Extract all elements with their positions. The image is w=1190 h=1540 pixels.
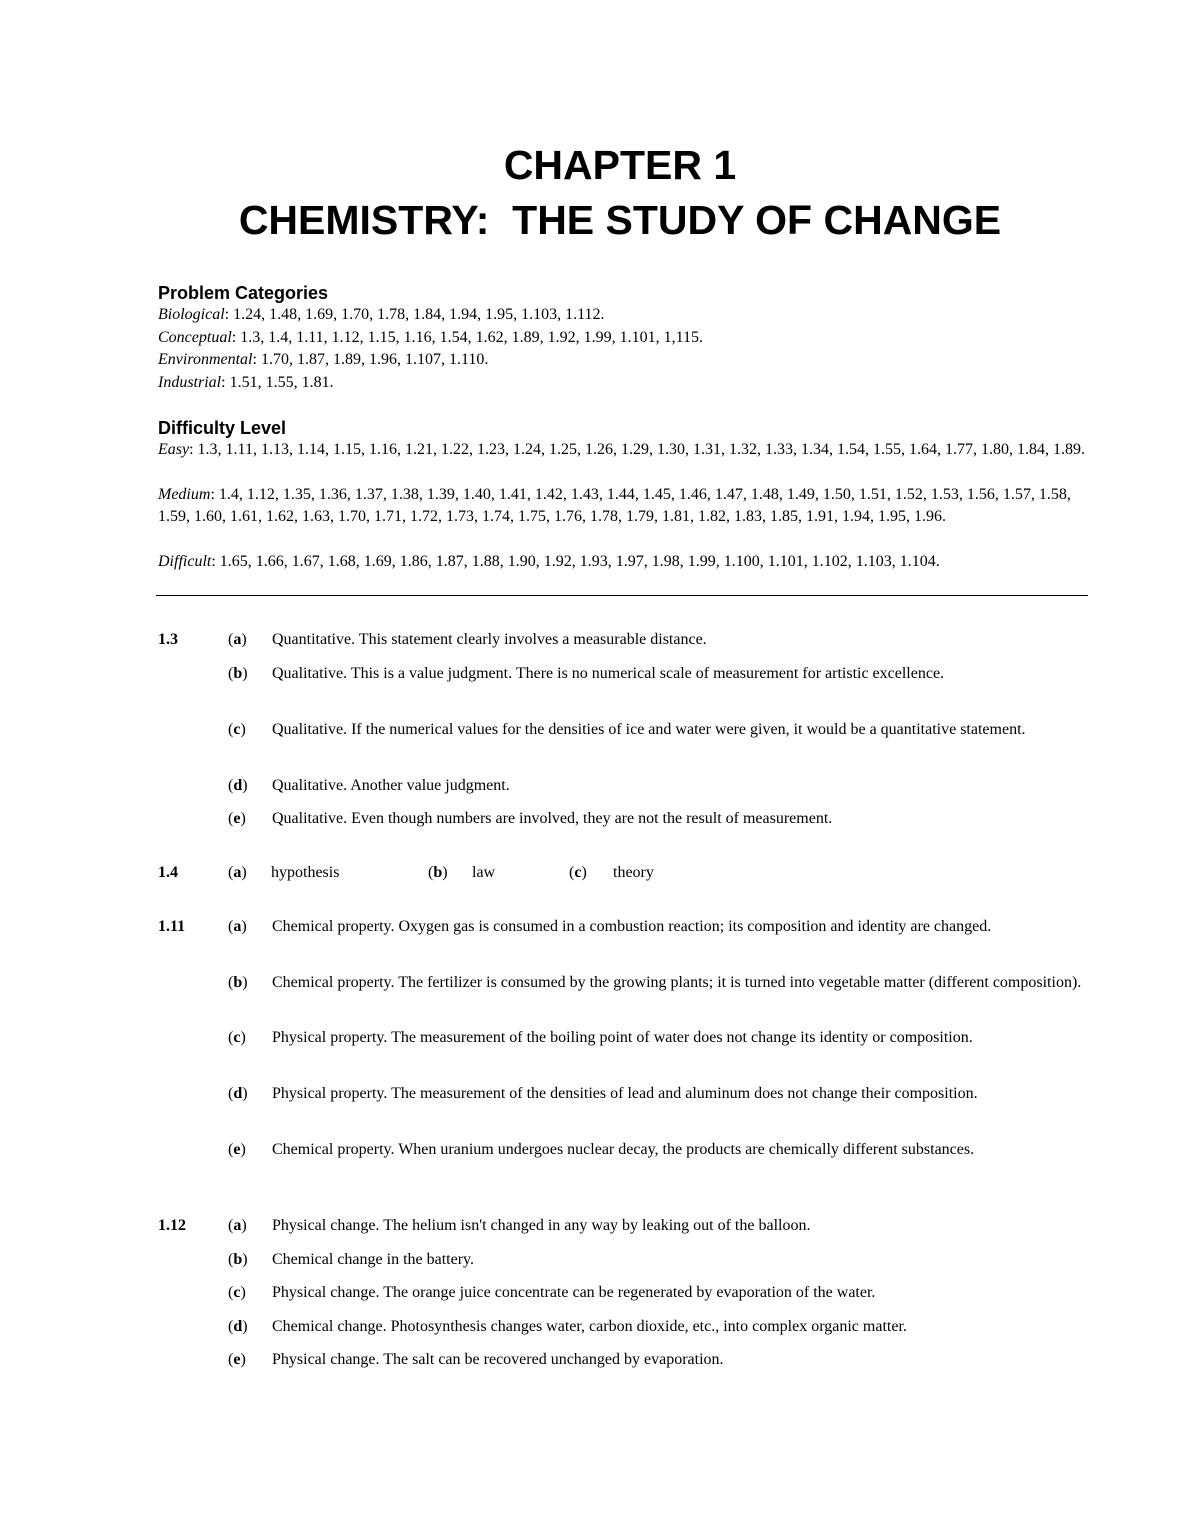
part-text: Physical change. The salt can be recovered unchanged by evaporation. (272, 1351, 724, 1368)
part-text: Chemical change. Photosynthesis changes water, carbon dioxide, etc., into complex organic matter. (272, 1318, 907, 1335)
difficulty-label: Easy (158, 440, 190, 458)
problem-categories-heading: Problem Categories (158, 283, 329, 303)
category-biological (158, 304, 1088, 327)
part-text: Qualitative. Another value judgment. (272, 777, 510, 794)
problem-number: 1.12 (158, 1217, 186, 1234)
part-text: Chemical property. Oxygen gas is consumed in a combustion reaction; its composition and identity are changed. (272, 918, 992, 935)
part-letter: (a) (228, 631, 247, 648)
part-text: Chemical change in the battery. (272, 1251, 474, 1268)
difficulty-easy (158, 439, 1088, 462)
difficulty-level-heading: Difficulty Level (158, 418, 287, 438)
part-letter: (d) (228, 1085, 248, 1102)
part-letter: (a) (228, 864, 247, 881)
part-text: Chemical property. The fertilizer is consumed by the growing plants; it is turned into vegetable matter (different composition). (272, 974, 1082, 991)
part-letter: (d) (228, 777, 248, 794)
part-text: Chemical property. When uranium undergoes nuclear decay, the products are chemically different substances. (272, 1141, 975, 1158)
category-label: Conceptual (158, 328, 232, 346)
difficulty-values: : 1.65, 1.66, 1.67, 1.68, 1.69, 1.86, 1.87, 1.88, 1.90, 1.92, 1.93, 1.97, 1.98, 1.99, 1.100, 1.101, 1.102, 1.103, 1.104. (211, 553, 940, 570)
part-letter: (e) (228, 1141, 246, 1158)
part-letter: (b) (228, 974, 248, 991)
part-letter: (a) (228, 1217, 247, 1234)
category-label: Industrial (158, 373, 222, 391)
part-letter: (c) (228, 1284, 246, 1301)
part-text: Physical change. The helium isn't changed in any way by leaking out of the balloon. (272, 1217, 811, 1234)
difficulty-difficult (158, 551, 1088, 574)
category-environmental (158, 349, 1088, 372)
part-letter: (b) (428, 864, 448, 881)
difficulty-values: : 1.4, 1.12, 1.35, 1.36, 1.37, 1.38, 1.39, 1.40, 1.41, 1.42, 1.43, 1.44, 1.45, 1.46, 1.47, 1.48, 1.49, 1.50, 1.51, 1.52, 1.53, 1.56, 1.57, 1.58, 1.59, 1.60, 1.61, 1.62, 1.63, 1.70, 1.71, 1.72, 1.73, 1.74, 1.75, 1.76, 1.78, 1.79, 1.81, 1.82, 1.83, 1.85, 1.91, 1.94, 1.95, 1.96. (158, 485, 1075, 525)
part-text: Qualitative. This is a value judgment. There is no numerical scale of measurement for artistic excellence. (272, 665, 945, 682)
part-text: theory (613, 864, 654, 881)
part-text: law (472, 864, 496, 881)
part-text: Qualitative. Even though numbers are involved, they are not the result of measurement. (272, 810, 833, 827)
problem-number: 1.3 (158, 631, 178, 648)
part-letter: (c) (569, 864, 587, 881)
category-values: : 1.24, 1.48, 1.69, 1.70, 1.78, 1.84, 1.94, 1.95, 1.103, 1.112. (224, 306, 605, 323)
part-letter: (d) (228, 1318, 248, 1335)
part-text: hypothesis (271, 864, 340, 881)
part-letter: (b) (228, 1251, 248, 1268)
part-letter: (c) (228, 721, 246, 738)
part-text: Qualitative. If the numerical values for the densities of ice and water were given, it would be a quantitative statement. (272, 721, 1026, 738)
category-values: : 1.3, 1.4, 1.11, 1.12, 1.15, 1.16, 1.54, 1.62, 1.89, 1.92, 1.99, 1.101, 1,115. (231, 328, 704, 346)
difficulty-label: Medium (158, 485, 211, 503)
part-text: Quantitative. This statement clearly involves a measurable distance. (272, 631, 707, 648)
category-conceptual (158, 327, 1088, 350)
difficulty-values: : 1.3, 1.11, 1.13, 1.14, 1.15, 1.16, 1.21, 1.22, 1.23, 1.24, 1.25, 1.26, 1.29, 1.30, 1.31, 1.32, 1.33, 1.34, 1.54, 1.55, 1.64, 1.77, 1.80, 1.84, 1.89. (189, 440, 1085, 458)
category-values: : 1.70, 1.87, 1.89, 1.96, 1.107, 1.110. (252, 351, 489, 368)
difficulty-label: Difficult (158, 553, 212, 570)
part-text: Physical change. The orange juice concentrate can be regenerated by evaporation of the water. (272, 1284, 876, 1301)
part-letter: (e) (228, 810, 246, 827)
chapter-title: CHEMISTRY: THE STUDY OF CHANGE (238, 197, 1002, 243)
part-letter: (e) (228, 1351, 246, 1368)
category-label: Biological (158, 306, 225, 323)
difficulty-medium (158, 484, 1088, 529)
section-divider (156, 595, 1088, 596)
part-letter: (c) (228, 1029, 246, 1046)
problem-number: 1.11 (158, 918, 186, 935)
problem-number: 1.4 (158, 864, 178, 881)
category-label: Environmental (158, 351, 253, 368)
chapter-number: CHAPTER 1 (503, 142, 737, 188)
part-letter: (a) (228, 918, 247, 935)
category-values: : 1.51, 1.55, 1.81. (221, 373, 334, 391)
category-industrial (158, 372, 1088, 395)
part-letter: (b) (228, 665, 248, 682)
part-text: Physical property. The measurement of the boiling point of water does not change its identity or composition. (272, 1029, 973, 1046)
part-text: Physical property. The measurement of the densities of lead and aluminum does not change their composition. (272, 1085, 978, 1102)
